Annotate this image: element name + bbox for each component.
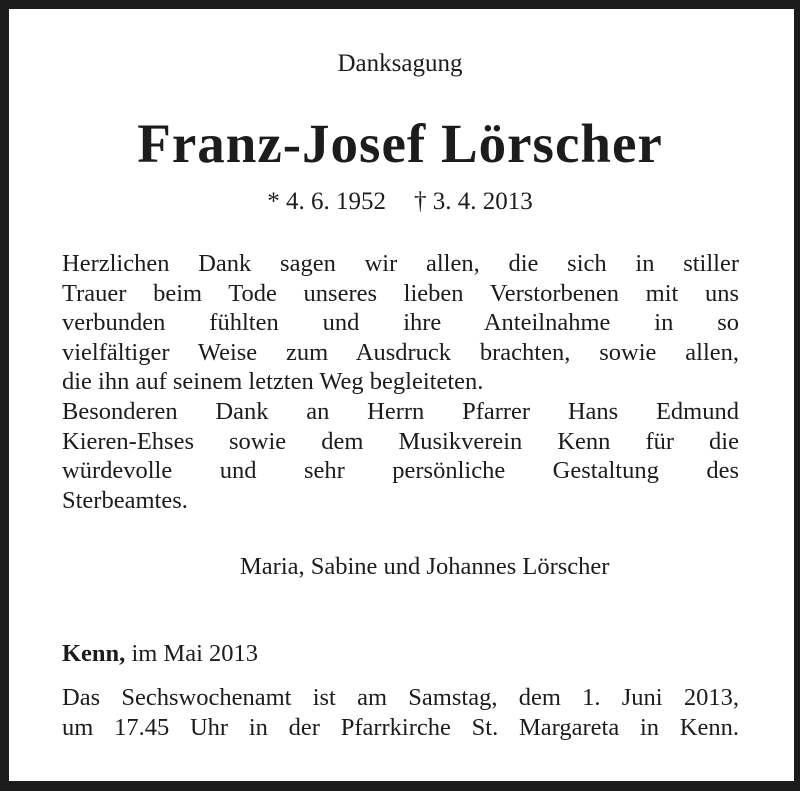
deceased-name: Franz-Josef Lörscher <box>137 113 663 174</box>
life-dates <box>0 188 800 216</box>
place-date <box>62 640 739 668</box>
place: Kenn, <box>62 640 126 667</box>
text-line: die ihn auf seinem letzten Weg begleiteten. <box>62 368 484 396</box>
text-line: Sterbeamtes. <box>62 486 188 514</box>
signature: Maria, Sabine und Johannes Lörscher <box>240 553 610 580</box>
date: im Mai 2013 <box>131 640 259 667</box>
text-line: um 17.45 Uhr in der Pfarrkirche St. Margareta in Kenn. <box>62 713 739 741</box>
text-line: Besonderen Dank an Herrn Pfarrer Hans Edmund <box>62 397 739 425</box>
service-info <box>62 683 739 742</box>
text-line: Trauer beim Tode unseres lieben Verstorbenen mit uns <box>62 279 739 307</box>
text-line: Kieren-Ehses sowie dem Musikverein Kenn für die <box>62 427 739 455</box>
death-date: † 3. 4. 2013 <box>414 188 533 215</box>
notice-heading: Danksagung <box>337 50 463 77</box>
thanks-text <box>62 249 739 515</box>
text-line: würdevolle und sehr persönliche Gestaltung des <box>62 457 739 485</box>
text-line: Das Sechswochenamt ist am Samstag, dem 1. Juni 2013, <box>62 684 739 711</box>
text-line: vielfältiger Weise zum Ausdruck brachten, sowie allen, <box>62 338 739 366</box>
birth-date: * 4. 6. 1952 <box>267 188 386 215</box>
text-line: verbunden fühlten und ihre Anteilnahme in so <box>62 309 739 337</box>
text-line: Herzlichen Dank sagen wir allen, die sich in stiller <box>62 250 739 277</box>
